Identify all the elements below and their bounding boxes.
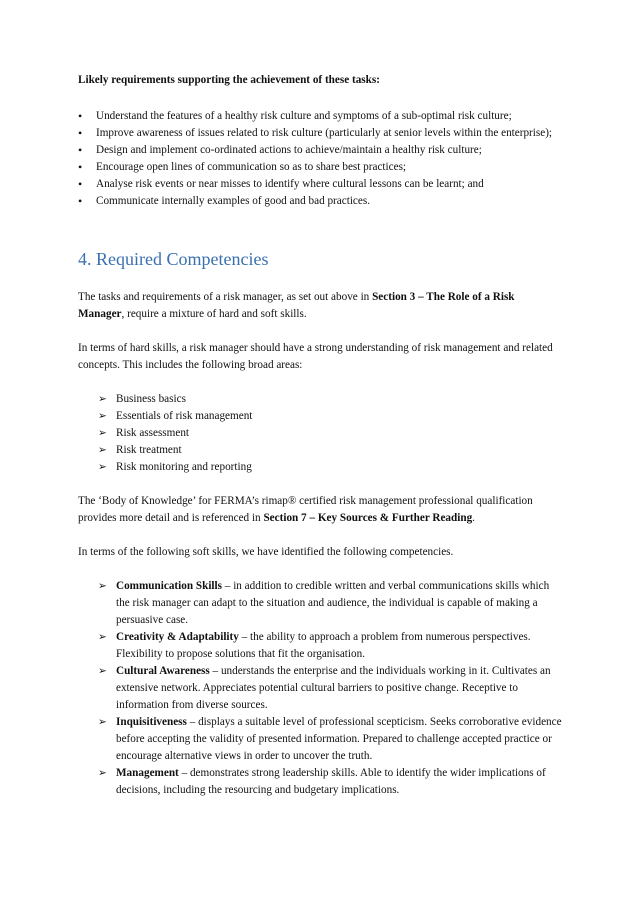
- requirements-heading: Likely requirements supporting the achievement of these tasks:: [78, 74, 380, 86]
- page-content: [78, 72, 562, 816]
- list-item: ➢ Creativity & Adaptability – the ability to approach a problem from numerous perspectives. Flexibility to propose solutions that fit the organisation.: [98, 631, 531, 660]
- list-item: • Design and implement co-ordinated actions to achieve/maintain a healthy risk culture;: [78, 143, 482, 157]
- list-item: • Communicate internally examples of good and bad practices.: [78, 194, 371, 208]
- list-item: ➢ Risk assessment: [98, 425, 562, 442]
- list-item: ➢ Essentials of risk management: [98, 408, 562, 425]
- intro-paragraph: The tasks and requirements of a risk manager, as set out above in Section 3 – The Role of a Risk Manager, require a mixture of hard and soft skills.: [78, 291, 515, 320]
- bullet-icon: •: [78, 177, 83, 191]
- arrow-bullet-icon: ➢: [98, 665, 107, 677]
- list-item: ➢ Business basics: [98, 391, 562, 408]
- list-item: ➢ Cultural Awareness – understands the enterprise and the individuals working in it. Cultivates an extensive network. Appreciates potential cultural barriers to positive change. Receptive to information from diverse sources.: [98, 665, 551, 711]
- hard-skills-list: [78, 391, 562, 476]
- section-title: 4. Required Competencies: [78, 249, 269, 269]
- bullet-icon: •: [78, 194, 83, 208]
- list-item: ➢ Management – demonstrates strong leadership skills. Able to identify the wider implications of decisions, including the resourcing and budgetary implications.: [98, 767, 546, 796]
- list-item: • Improve awareness of issues related to risk culture (particularly at senior levels within the enterprise);: [78, 126, 553, 140]
- arrow-bullet-icon: ➢: [98, 631, 107, 643]
- list-item: ➢ Risk treatment: [98, 442, 562, 459]
- requirements-list: [78, 108, 562, 210]
- list-item: ➢ Inquisitiveness – displays a suitable level of professional scepticism. Seeks corroborative evidence before accepting the validity of presented information. Prepared to challenge accepted practice or encourage alternative views in order to uncover the truth.: [98, 716, 562, 762]
- arrow-bullet-icon: ➢: [98, 410, 107, 422]
- list-item: • Understand the features of a healthy risk culture and symptoms of a sub-optimal risk culture;: [78, 109, 512, 123]
- arrow-bullet-icon: ➢: [98, 767, 107, 779]
- bullet-icon: •: [78, 126, 83, 140]
- bullet-icon: •: [78, 160, 83, 174]
- list-item: • Analyse risk events or near misses to identify where cultural lessons can be learnt; and: [78, 177, 484, 191]
- bullet-icon: •: [78, 143, 83, 157]
- list-item: ➢ Risk monitoring and reporting: [98, 459, 562, 476]
- list-item: ➢ Communication Skills – in addition to credible written and verbal communications skills which the risk manager can adapt to the situation and audience, the individual is capable of making a persuasive case.: [98, 580, 550, 626]
- bullet-icon: •: [78, 109, 83, 123]
- arrow-bullet-icon: ➢: [98, 461, 107, 473]
- arrow-bullet-icon: ➢: [98, 427, 107, 439]
- arrow-bullet-icon: ➢: [98, 444, 107, 456]
- section-3-reference: Section 3 – The Role of a Risk Manager: [78, 291, 515, 320]
- hard-skills-paragraph: In terms of hard skills, a risk manager should have a strong understanding of risk management and related concepts. This includes the following broad areas:: [78, 342, 553, 371]
- list-item: • Encourage open lines of communication so as to share best practices;: [78, 160, 407, 174]
- arrow-bullet-icon: ➢: [98, 716, 107, 728]
- body-of-knowledge-paragraph: The ‘Body of Knowledge’ for FERMA’s rimap® certified risk management professional qualification provides more detail and is referenced in Section 7 – Key Sources & Further Reading.: [78, 495, 533, 524]
- soft-skills-list: [78, 578, 562, 799]
- arrow-bullet-icon: ➢: [98, 393, 107, 405]
- arrow-bullet-icon: ➢: [98, 580, 107, 592]
- section-7-reference: Section 7 – Key Sources & Further Reading: [263, 512, 473, 524]
- soft-skills-paragraph: In terms of the following soft skills, we have identified the following competencies.: [78, 546, 454, 558]
